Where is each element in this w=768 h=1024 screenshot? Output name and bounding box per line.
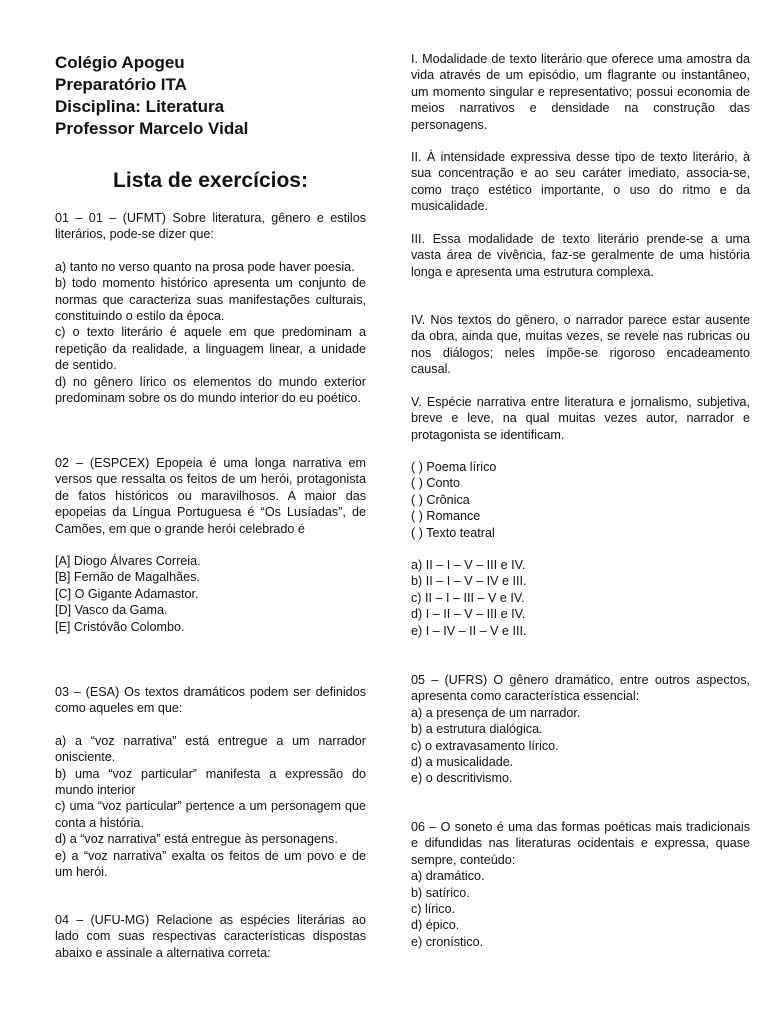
question-1-option-b: b) todo momento histórico apresenta um conjunto de normas que caracteriza suas manifestações culturais, constituindo o estilo da época. <box>55 276 366 324</box>
question-5 <box>411 672 750 787</box>
question-3-option-d: d) a “voz narrativa” está entregue às personagens. <box>55 832 338 847</box>
question-1-option-d: d) no gênero lírico os elementos do mundo exterior predominam sobre os do mundo interior do eu poético. <box>55 374 366 406</box>
question-6-option-a: a) dramático. <box>411 869 485 884</box>
question-4-item-iii-text: III. Essa modalidade de texto literário prende-se a uma vasta área de vivência, faz-se geralmente de uma história longa e apresenta uma estrutura complexa. <box>411 232 750 279</box>
teacher-name: Professor Marcelo Vidal <box>55 119 249 138</box>
question-4-option-a: a) II – I – V – III e IV. <box>411 558 526 572</box>
course-name: Preparatório ITA <box>55 75 187 94</box>
question-3 <box>55 684 366 880</box>
question-1 <box>55 210 366 406</box>
question-4-item-iii <box>411 231 750 280</box>
question-3-option-b: b) uma “voz particular” manifesta a expressão do mundo interior <box>55 766 366 798</box>
question-4-item-iv-text: IV. Nos textos do gênero, o narrador parece estar ausente da obra, ainda que, muitas vezes, se revele nas rubricas ou nos diálogos; neles impõe-se rigoroso encadeamento causal. <box>411 313 750 377</box>
question-4 <box>55 912 366 961</box>
question-4-item-v-text: V. Espécie narrativa entre literatura e jornalismo, subjetiva, breve e leve, na qual muitas vezes autor, narrador e protagonista se identificam. <box>411 395 750 442</box>
question-4-option-b: b) II – I – V – IV e III. <box>411 574 527 589</box>
question-1-option-a: a) tanto no verso quanto na prosa pode haver poesia. <box>55 259 355 274</box>
question-2-option-c: [C] O Gigante Adamastor. <box>55 586 199 601</box>
question-4-species-3: ( ) Crônica <box>411 492 470 507</box>
question-4-item-v <box>411 394 750 443</box>
question-2-stem: 02 – (ESPCEX) Epopeia é uma longa narrativa em versos que ressalta os feitos de um herói, protagonista de fatos históricos ou maravilhosos. A maior das epopeias da Língua Portuguesa é “Os Lusíadas”, de Camões, em que o grande herói celebrado é <box>55 456 366 536</box>
question-4-species-5: ( ) Texto teatral <box>411 525 495 540</box>
question-3-option-e: e) a “voz narrativa” exalta os feitos de um povo e de um herói. <box>55 848 366 880</box>
question-2-option-a: [A] Diogo Álvares Correia. <box>55 554 201 569</box>
question-2-option-b: [B] Fernão de Magalhães. <box>55 570 200 585</box>
question-5-option-c: c) o extravasamento lírico. <box>411 738 559 753</box>
question-4-item-iv <box>411 312 750 378</box>
question-2 <box>55 455 366 635</box>
page-title: Lista de exercícios: <box>113 169 308 192</box>
question-6 <box>411 819 750 950</box>
question-3-stem: 03 – (ESA) Os textos dramáticos podem ser definidos como aqueles em que: <box>55 685 366 716</box>
question-5-option-d: d) a musicalidade. <box>411 755 514 770</box>
document-header <box>55 52 366 140</box>
question-4-species-1: ( ) Poema lírico <box>411 460 497 474</box>
question-4-item-i <box>411 51 750 133</box>
question-6-option-c: c) lírico. <box>411 902 456 917</box>
school-name: Colégio Apogeu <box>55 53 185 72</box>
question-4-item-ii-text: II. À intensidade expressiva desse tipo de texto literário, à sua concentração e ao seu caráter imediato, associa-se, como traço estético importante, o uso do ritmo e da musicalidade. <box>411 150 750 214</box>
question-2-option-e: [E] Cristóvão Colombo. <box>55 619 185 634</box>
question-4-option-d: d) I – II – V – III e IV. <box>411 607 526 622</box>
question-4-species-2: ( ) Conto <box>411 476 460 491</box>
question-5-option-e: e) o descritivismo. <box>411 771 513 786</box>
question-4-item-ii <box>411 149 750 215</box>
subject-name: Disciplina: Literatura <box>55 97 225 116</box>
question-4-stem: 04 – (UFU-MG) Relacione as espécies literárias ao lado com suas respectivas características dispostas abaixo e assinale a alternativa correta: <box>55 913 366 960</box>
question-5-option-a: a) a presença de um narrador. <box>411 705 581 720</box>
question-1-option-c: c) o texto literário é aquele em que predominam a repetição da realidade, a linguagem linear, a unidade de sentido. <box>55 325 366 373</box>
question-6-option-e: e) cronístico. <box>411 934 484 949</box>
question-4-option-e: e) I – IV – II – V e III. <box>411 623 527 638</box>
question-4-species-list <box>411 459 750 541</box>
question-2-option-d: [D] Vasco da Gama. <box>55 603 168 618</box>
question-1-stem: 01 – 01 – (UFMT) Sobre literatura, gênero e estilos literários, pode-se dizer que: <box>55 211 366 242</box>
question-4-species-4: ( ) Romance <box>411 509 481 524</box>
question-3-option-a: a) a “voz narrativa” está entregue a um narrador onisciente. <box>55 733 366 765</box>
question-4-option-c: c) II – I – III – V e IV. <box>411 590 525 605</box>
question-4-item-i-text: I. Modalidade de texto literário que oferece uma amostra da vida através de um episódio, um flagrante ou instantâneo, um momento singular e representativo; possui economia de meios narrativos e densidade na construção das personagens. <box>411 52 750 132</box>
question-4-options <box>411 557 750 639</box>
question-6-option-b: b) satírico. <box>411 885 470 900</box>
question-6-stem: 06 – O soneto é uma das formas poéticas mais tradicionais e difundidas nas literaturas ocidentais e expressa, quase sempre, conteúdo: <box>411 820 750 867</box>
question-5-option-b: b) a estrutura dialógica. <box>411 722 543 737</box>
question-3-option-c: c) uma “voz particular” pertence a um personagem que conta a história. <box>55 799 366 830</box>
question-5-stem: 05 – (UFRS) O gênero dramático, entre outros aspectos, apresenta como característica essencial: <box>411 673 750 704</box>
question-6-option-d: d) épico. <box>411 918 460 933</box>
